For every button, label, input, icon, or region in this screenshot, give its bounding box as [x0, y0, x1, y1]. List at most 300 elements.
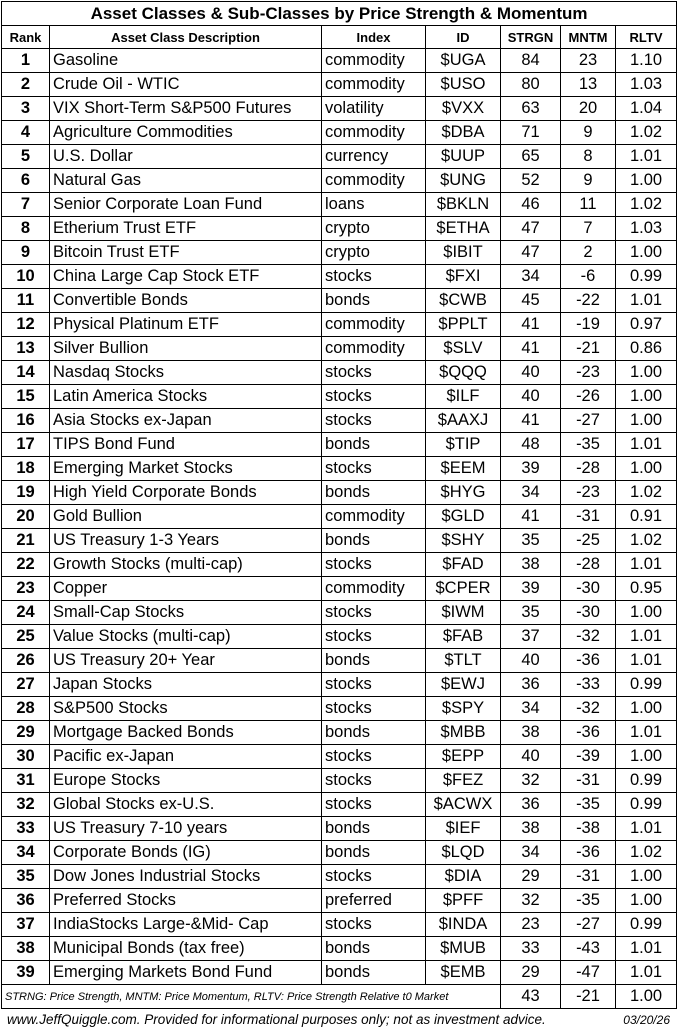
momentum-cell: -31 — [561, 769, 616, 793]
table-row — [2, 913, 677, 937]
id-cell: $EEM — [426, 457, 501, 481]
rank-cell: 15 — [2, 385, 50, 409]
description-cell: Convertible Bonds — [50, 289, 322, 313]
index-cell: stocks — [322, 553, 426, 577]
description-cell: Bitcoin Trust ETF — [50, 241, 322, 265]
relative-cell: 0.97 — [616, 313, 677, 337]
rank-cell: 16 — [2, 409, 50, 433]
table-row — [2, 97, 677, 121]
index-cell: commodity — [322, 577, 426, 601]
index-cell: commodity — [322, 169, 426, 193]
momentum-cell: -6 — [561, 265, 616, 289]
table-row — [2, 457, 677, 481]
relative-cell: 1.01 — [616, 649, 677, 673]
table-row — [2, 961, 677, 985]
index-header: Index — [322, 26, 426, 49]
strength-cell: 45 — [501, 289, 561, 313]
momentum-cell: -27 — [561, 913, 616, 937]
relative-cell: 0.86 — [616, 337, 677, 361]
momentum-cell: -28 — [561, 457, 616, 481]
rank-cell: 12 — [2, 313, 50, 337]
strength-cell: 34 — [501, 265, 561, 289]
rank-cell: 2 — [2, 73, 50, 97]
strength-cell: 37 — [501, 625, 561, 649]
momentum-cell: 2 — [561, 241, 616, 265]
strength-cell: 65 — [501, 145, 561, 169]
relative-cell: 1.01 — [616, 817, 677, 841]
relative-cell: 1.00 — [616, 697, 677, 721]
relative-cell: 1.02 — [616, 841, 677, 865]
index-cell: stocks — [322, 625, 426, 649]
strength-cell: 38 — [501, 817, 561, 841]
market-relative: 1.00 — [616, 985, 677, 1009]
id-cell: $SLV — [426, 337, 501, 361]
index-cell: stocks — [322, 265, 426, 289]
disclaimer-line — [0, 1012, 678, 1032]
table-row — [2, 217, 677, 241]
id-cell: $BKLN — [426, 193, 501, 217]
index-cell: stocks — [322, 601, 426, 625]
rank-cell: 23 — [2, 577, 50, 601]
momentum-cell: 9 — [561, 121, 616, 145]
table-row — [2, 673, 677, 697]
strength-cell: 84 — [501, 49, 561, 73]
relative-header: RLTV — [616, 26, 677, 49]
id-cell: $FEZ — [426, 769, 501, 793]
description-cell: Nasdaq Stocks — [50, 361, 322, 385]
index-cell: stocks — [322, 697, 426, 721]
asset-class-table — [1, 1, 677, 1009]
rank-cell: 34 — [2, 841, 50, 865]
relative-cell: 0.99 — [616, 673, 677, 697]
description-cell: Physical Platinum ETF — [50, 313, 322, 337]
table-row — [2, 769, 677, 793]
id-cell: $SHY — [426, 529, 501, 553]
description-cell: TIPS Bond Fund — [50, 433, 322, 457]
table-row — [2, 361, 677, 385]
description-cell: Value Stocks (multi-cap) — [50, 625, 322, 649]
relative-cell: 1.01 — [616, 961, 677, 985]
rank-cell: 9 — [2, 241, 50, 265]
description-cell: Corporate Bonds (IG) — [50, 841, 322, 865]
id-cell: $UNG — [426, 169, 501, 193]
id-cell: $EPP — [426, 745, 501, 769]
table-row — [2, 433, 677, 457]
momentum-cell: -38 — [561, 817, 616, 841]
strength-cell: 29 — [501, 865, 561, 889]
momentum-cell: 8 — [561, 145, 616, 169]
index-cell: bonds — [322, 817, 426, 841]
description-cell: Europe Stocks — [50, 769, 322, 793]
description-cell: Crude Oil - WTIC — [50, 73, 322, 97]
id-cell: $DBA — [426, 121, 501, 145]
description-cell: VIX Short-Term S&P500 Futures — [50, 97, 322, 121]
id-cell: $FAD — [426, 553, 501, 577]
table-row — [2, 889, 677, 913]
rank-cell: 11 — [2, 289, 50, 313]
description-cell: High Yield Corporate Bonds — [50, 481, 322, 505]
relative-cell: 1.10 — [616, 49, 677, 73]
id-cell: $EWJ — [426, 673, 501, 697]
rank-cell: 31 — [2, 769, 50, 793]
momentum-cell: -31 — [561, 865, 616, 889]
rank-cell: 3 — [2, 97, 50, 121]
rank-cell: 35 — [2, 865, 50, 889]
strength-cell: 52 — [501, 169, 561, 193]
id-cell: $FAB — [426, 625, 501, 649]
index-cell: bonds — [322, 649, 426, 673]
index-cell: currency — [322, 145, 426, 169]
relative-cell: 1.00 — [616, 409, 677, 433]
strength-cell: 32 — [501, 769, 561, 793]
table-row — [2, 169, 677, 193]
index-cell: stocks — [322, 409, 426, 433]
id-cell: $UGA — [426, 49, 501, 73]
relative-cell: 1.01 — [616, 721, 677, 745]
relative-cell: 0.99 — [616, 793, 677, 817]
strength-cell: 46 — [501, 193, 561, 217]
index-cell: stocks — [322, 769, 426, 793]
rank-header: Rank — [2, 26, 50, 49]
id-cell: $QQQ — [426, 361, 501, 385]
strength-cell: 41 — [501, 313, 561, 337]
index-cell: bonds — [322, 529, 426, 553]
strength-cell: 33 — [501, 937, 561, 961]
description-cell: US Treasury 1-3 Years — [50, 529, 322, 553]
index-cell: loans — [322, 193, 426, 217]
relative-cell: 1.01 — [616, 145, 677, 169]
relative-cell: 1.02 — [616, 121, 677, 145]
index-cell: stocks — [322, 793, 426, 817]
rank-cell: 5 — [2, 145, 50, 169]
index-cell: bonds — [322, 937, 426, 961]
strength-cell: 41 — [501, 409, 561, 433]
table-row — [2, 145, 677, 169]
momentum-cell: -19 — [561, 313, 616, 337]
description-cell: China Large Cap Stock ETF — [50, 265, 322, 289]
table-row — [2, 481, 677, 505]
table-row — [2, 385, 677, 409]
momentum-cell: 13 — [561, 73, 616, 97]
summary-row — [2, 985, 677, 1009]
table-row — [2, 817, 677, 841]
momentum-cell: -43 — [561, 937, 616, 961]
momentum-header: MNTM — [561, 26, 616, 49]
rank-cell: 13 — [2, 337, 50, 361]
momentum-cell: -35 — [561, 433, 616, 457]
rank-cell: 18 — [2, 457, 50, 481]
momentum-cell: 9 — [561, 169, 616, 193]
rank-cell: 20 — [2, 505, 50, 529]
strength-cell: 39 — [501, 577, 561, 601]
table-row — [2, 265, 677, 289]
id-cell: $INDA — [426, 913, 501, 937]
table-row — [2, 553, 677, 577]
id-cell: $SPY — [426, 697, 501, 721]
rank-cell: 22 — [2, 553, 50, 577]
asset-class-sheet — [1, 1, 676, 1009]
relative-cell: 1.01 — [616, 937, 677, 961]
relative-cell: 1.02 — [616, 529, 677, 553]
index-cell: bonds — [322, 481, 426, 505]
relative-cell: 1.01 — [616, 433, 677, 457]
momentum-cell: -39 — [561, 745, 616, 769]
strength-cell: 32 — [501, 889, 561, 913]
id-cell: $ACWX — [426, 793, 501, 817]
rank-cell: 38 — [2, 937, 50, 961]
relative-cell: 1.02 — [616, 193, 677, 217]
id-cell: $PFF — [426, 889, 501, 913]
momentum-cell: -35 — [561, 889, 616, 913]
rank-cell: 33 — [2, 817, 50, 841]
rank-cell: 19 — [2, 481, 50, 505]
id-header: ID — [426, 26, 501, 49]
index-cell: bonds — [322, 433, 426, 457]
strength-cell: 34 — [501, 697, 561, 721]
table-row — [2, 337, 677, 361]
momentum-cell: -25 — [561, 529, 616, 553]
index-cell: bonds — [322, 961, 426, 985]
description-cell: Gasoline — [50, 49, 322, 73]
relative-cell: 1.01 — [616, 553, 677, 577]
id-cell: $CPER — [426, 577, 501, 601]
index-cell: commodity — [322, 313, 426, 337]
id-cell: $PPLT — [426, 313, 501, 337]
id-cell: $UUP — [426, 145, 501, 169]
strength-cell: 29 — [501, 961, 561, 985]
strength-cell: 34 — [501, 841, 561, 865]
momentum-cell: -47 — [561, 961, 616, 985]
id-cell: $AAXJ — [426, 409, 501, 433]
id-cell: $GLD — [426, 505, 501, 529]
strength-cell: 38 — [501, 721, 561, 745]
relative-cell: 1.00 — [616, 169, 677, 193]
description-cell: Small-Cap Stocks — [50, 601, 322, 625]
momentum-cell: -33 — [561, 673, 616, 697]
momentum-cell: -32 — [561, 697, 616, 721]
id-cell: $LQD — [426, 841, 501, 865]
title-row — [2, 2, 677, 26]
relative-cell: 1.00 — [616, 241, 677, 265]
id-cell: $IEF — [426, 817, 501, 841]
description-cell: Emerging Market Stocks — [50, 457, 322, 481]
index-cell: stocks — [322, 673, 426, 697]
id-cell: $ILF — [426, 385, 501, 409]
table-title: Asset Classes & Sub-Classes by Price Strength & Momentum — [2, 2, 677, 26]
rank-cell: 25 — [2, 625, 50, 649]
strength-header: STRGN — [501, 26, 561, 49]
strength-cell: 36 — [501, 793, 561, 817]
rank-cell: 1 — [2, 49, 50, 73]
momentum-cell: -35 — [561, 793, 616, 817]
index-cell: stocks — [322, 745, 426, 769]
strength-cell: 23 — [501, 913, 561, 937]
strength-cell: 38 — [501, 553, 561, 577]
momentum-cell: -36 — [561, 649, 616, 673]
rank-cell: 36 — [2, 889, 50, 913]
description-cell: U.S. Dollar — [50, 145, 322, 169]
relative-cell: 1.00 — [616, 385, 677, 409]
rank-cell: 29 — [2, 721, 50, 745]
rank-cell: 24 — [2, 601, 50, 625]
table-row — [2, 241, 677, 265]
relative-cell: 0.99 — [616, 769, 677, 793]
rank-cell: 30 — [2, 745, 50, 769]
momentum-cell: 23 — [561, 49, 616, 73]
index-cell: commodity — [322, 337, 426, 361]
index-cell: bonds — [322, 841, 426, 865]
relative-cell: 1.01 — [616, 625, 677, 649]
description-cell: Agriculture Commodities — [50, 121, 322, 145]
rank-cell: 4 — [2, 121, 50, 145]
table-row — [2, 73, 677, 97]
header-row — [2, 26, 677, 49]
strength-cell: 34 — [501, 481, 561, 505]
relative-cell: 1.00 — [616, 889, 677, 913]
description-cell: US Treasury 7-10 years — [50, 817, 322, 841]
momentum-cell: -36 — [561, 841, 616, 865]
table-row — [2, 289, 677, 313]
index-cell: crypto — [322, 241, 426, 265]
momentum-cell: -21 — [561, 337, 616, 361]
description-cell: Silver Bullion — [50, 337, 322, 361]
description-cell: Natural Gas — [50, 169, 322, 193]
rank-cell: 37 — [2, 913, 50, 937]
table-row — [2, 49, 677, 73]
relative-cell: 1.00 — [616, 745, 677, 769]
momentum-cell: -22 — [561, 289, 616, 313]
rank-cell: 7 — [2, 193, 50, 217]
description-cell: Municipal Bonds (tax free) — [50, 937, 322, 961]
strength-cell: 41 — [501, 505, 561, 529]
table-row — [2, 409, 677, 433]
strength-cell: 48 — [501, 433, 561, 457]
momentum-cell: -23 — [561, 361, 616, 385]
description-cell: Emerging Markets Bond Fund — [50, 961, 322, 985]
id-cell: $FXI — [426, 265, 501, 289]
index-cell: stocks — [322, 361, 426, 385]
table-row — [2, 313, 677, 337]
index-cell: commodity — [322, 49, 426, 73]
id-cell: $CWB — [426, 289, 501, 313]
momentum-cell: -28 — [561, 553, 616, 577]
table-row — [2, 121, 677, 145]
table-row — [2, 625, 677, 649]
momentum-cell: -31 — [561, 505, 616, 529]
strength-cell: 40 — [501, 385, 561, 409]
momentum-cell: 11 — [561, 193, 616, 217]
strength-cell: 47 — [501, 241, 561, 265]
description-cell: US Treasury 20+ Year — [50, 649, 322, 673]
id-cell: $TLT — [426, 649, 501, 673]
index-cell: bonds — [322, 289, 426, 313]
description-cell: Preferred Stocks — [50, 889, 322, 913]
index-cell: stocks — [322, 457, 426, 481]
index-cell: stocks — [322, 385, 426, 409]
rank-cell: 6 — [2, 169, 50, 193]
rank-cell: 27 — [2, 673, 50, 697]
rank-cell: 8 — [2, 217, 50, 241]
relative-cell: 0.99 — [616, 913, 677, 937]
table-row — [2, 793, 677, 817]
rank-cell: 28 — [2, 697, 50, 721]
table-body — [2, 49, 677, 985]
table-row — [2, 697, 677, 721]
description-cell: Pacific ex-Japan — [50, 745, 322, 769]
strength-cell: 39 — [501, 457, 561, 481]
rank-cell: 39 — [2, 961, 50, 985]
rank-cell: 26 — [2, 649, 50, 673]
momentum-cell: -36 — [561, 721, 616, 745]
table-row — [2, 601, 677, 625]
relative-cell: 1.04 — [616, 97, 677, 121]
id-cell: $IWM — [426, 601, 501, 625]
relative-cell: 1.00 — [616, 601, 677, 625]
momentum-cell: -30 — [561, 577, 616, 601]
table-row — [2, 721, 677, 745]
index-cell: stocks — [322, 913, 426, 937]
strength-cell: 63 — [501, 97, 561, 121]
table-row — [2, 193, 677, 217]
table-row — [2, 577, 677, 601]
rank-cell: 21 — [2, 529, 50, 553]
strength-cell: 35 — [501, 529, 561, 553]
strength-cell: 40 — [501, 745, 561, 769]
relative-cell: 1.00 — [616, 457, 677, 481]
index-cell: preferred — [322, 889, 426, 913]
strength-cell: 41 — [501, 337, 561, 361]
description-cell: Mortgage Backed Bonds — [50, 721, 322, 745]
strength-cell: 40 — [501, 649, 561, 673]
id-cell: $ETHA — [426, 217, 501, 241]
index-cell: bonds — [322, 721, 426, 745]
table-row — [2, 841, 677, 865]
rank-cell: 17 — [2, 433, 50, 457]
rank-cell: 14 — [2, 361, 50, 385]
id-cell: $HYG — [426, 481, 501, 505]
index-cell: commodity — [322, 121, 426, 145]
rank-cell: 10 — [2, 265, 50, 289]
strength-cell: 80 — [501, 73, 561, 97]
momentum-cell: -32 — [561, 625, 616, 649]
relative-cell: 1.00 — [616, 865, 677, 889]
momentum-cell: -23 — [561, 481, 616, 505]
momentum-cell: -27 — [561, 409, 616, 433]
market-momentum: -21 — [561, 985, 616, 1009]
relative-cell: 1.03 — [616, 217, 677, 241]
strength-cell: 47 — [501, 217, 561, 241]
index-cell: commodity — [322, 505, 426, 529]
id-cell: $MBB — [426, 721, 501, 745]
relative-cell: 1.02 — [616, 481, 677, 505]
site-disclaimer: www.JeffQuiggle.com. Provided for informational purposes only; not as investment advice. — [7, 1012, 546, 1027]
description-cell: Global Stocks ex-U.S. — [50, 793, 322, 817]
description-cell: Gold Bullion — [50, 505, 322, 529]
description-cell: Growth Stocks (multi-cap) — [50, 553, 322, 577]
table-row — [2, 505, 677, 529]
momentum-cell: -30 — [561, 601, 616, 625]
relative-cell: 0.91 — [616, 505, 677, 529]
legend-note: STRNG: Price Strength, MNTM: Price Momentum, RLTV: Price Strength Relative t0 Market — [2, 985, 501, 1009]
momentum-cell: 7 — [561, 217, 616, 241]
table-row — [2, 529, 677, 553]
id-cell: $DIA — [426, 865, 501, 889]
relative-cell: 1.03 — [616, 73, 677, 97]
id-cell: $VXX — [426, 97, 501, 121]
description-cell: IndiaStocks Large-&Mid- Cap — [50, 913, 322, 937]
momentum-cell: -26 — [561, 385, 616, 409]
table-row — [2, 649, 677, 673]
